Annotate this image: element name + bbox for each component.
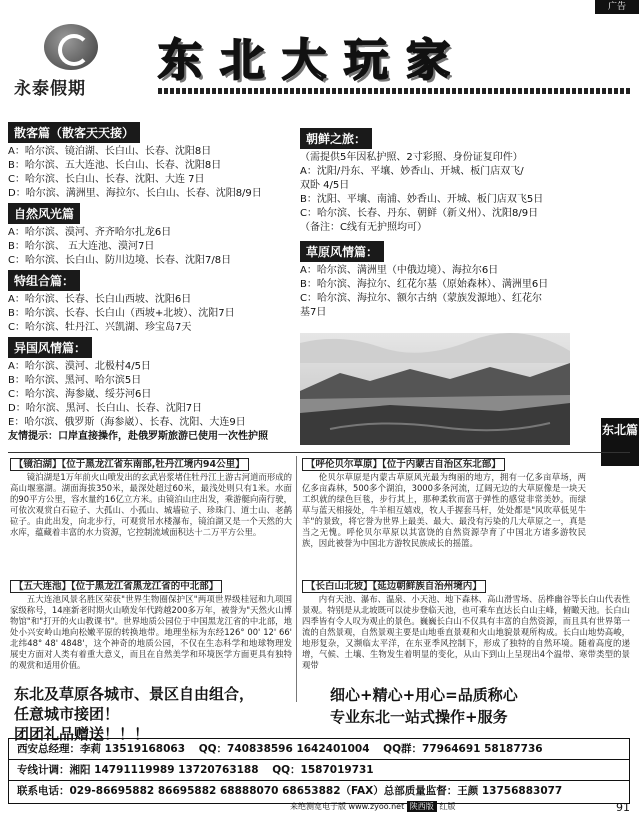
route-line: A：沈阳/丹东、平壤、妙香山、开城、板门店双飞/ bbox=[300, 166, 524, 177]
landscape-image bbox=[300, 333, 570, 445]
article-jingpohu bbox=[10, 458, 292, 538]
logo-text: 永泰假期 bbox=[14, 79, 86, 99]
route-line: D：哈尔滨、满洲里、海拉尔、长白山、长春、沈阳8/9日 bbox=[8, 188, 262, 199]
left-column bbox=[8, 120, 294, 444]
ad-tag: 广告 bbox=[595, 0, 639, 14]
title-char: 家 bbox=[406, 35, 468, 86]
section-korea bbox=[300, 126, 590, 235]
section-grassland bbox=[300, 239, 590, 320]
side-tab-dongbei: 东北篇 bbox=[601, 418, 639, 466]
contact-item: 专线计调：湘阳 14791119989 13720763188 bbox=[17, 764, 259, 776]
section-title: 散客篇（散客天天接） bbox=[8, 122, 140, 143]
route-line: C：哈尔滨、牡丹江、兴凯湖、珍宝岛7天 bbox=[8, 322, 192, 333]
edition-label: 红版 bbox=[439, 802, 456, 811]
edition-badge: 陕西版 bbox=[407, 801, 437, 812]
contact-item: QQ群：77964691 58187736 bbox=[383, 743, 543, 755]
promo-line: 细心+精心+用心=品质称心 bbox=[330, 686, 518, 704]
contact-item: 西安总经理：李莉 13519168063 bbox=[17, 743, 186, 755]
promo-line: 任意城市接团！ bbox=[14, 705, 120, 723]
tianchi-landscape-photo bbox=[300, 333, 570, 445]
article-title: 【呼伦贝尔草原】【位于内蒙古自治区东北部】 bbox=[302, 458, 505, 471]
section-title: 异国风情篇： bbox=[8, 337, 92, 358]
article-title: 【五大连池】【位于黑龙江省黑龙江省的中北部】 bbox=[10, 580, 222, 593]
article-title: 【长白山北坡】【延边朝鲜族自治州境内】 bbox=[302, 580, 486, 593]
route-line: （需提供5年因私护照、2寸彩照、身份证复印件） bbox=[300, 152, 523, 163]
route-line: C：哈尔滨、长春、丹东、朝鲜（新义州）、沈阳8/9日 bbox=[300, 208, 539, 219]
promo-slogans-left bbox=[14, 684, 314, 744]
route-line: A：哈尔滨、镜泊湖、长白山、长春、沈阳8日 bbox=[8, 146, 212, 157]
title-char: 大 bbox=[282, 35, 344, 86]
section-title: 特组合篇： bbox=[8, 270, 80, 291]
section-divider bbox=[8, 452, 630, 453]
friendly-tip: 友情提示：口岸直接操作，赴俄罗斯旅游已使用一次性护照 bbox=[8, 431, 268, 442]
contact-row-phone bbox=[9, 781, 629, 802]
route-line: B：哈尔滨、长春、长白山（西坡+北坡）、沈阳7日 bbox=[8, 308, 235, 319]
page-title bbox=[158, 24, 538, 84]
section-combo bbox=[8, 268, 294, 335]
contact-item: 联系电话：029-86695882 86695882 68888070 68653882（FAX）总部质量监督：王颜 13756883077 bbox=[17, 785, 563, 797]
title-char: 东 bbox=[158, 35, 220, 86]
footer-text: 来绝测宽电子版 www.zyoo.net bbox=[290, 802, 405, 811]
route-line: 双卧 4/5日 bbox=[300, 180, 350, 191]
route-line: B：哈尔滨、黑河、哈尔滨5日 bbox=[8, 375, 142, 386]
route-line: B：哈尔滨、 五大连池、漠河7日 bbox=[8, 241, 155, 252]
page-header bbox=[8, 18, 630, 100]
promo-line: 团团礼品赠送！！！ bbox=[14, 725, 150, 743]
title-char: 北 bbox=[220, 35, 282, 86]
page-footer bbox=[290, 801, 630, 814]
article-body: 五大连池风景名胜区荣获"世界生物圈保护区"两项世界级桂冠和九项国家级称号，14座新老时期火山喷发年代跨越200多万年，被誉为"天然火山博物馆"和"打开的火山教课书"。世界地质公园位于中国黑龙江省的中北部，地处小兴安岭山地向松嫩平原的转换地带。地理坐标为东经126° 00' 12' 66' 北纬48° 48' 4848'，这个神奇的地质公园，不仅在生态科学和地球物理发展史方面对人类有着重大意义，而且在自然美学和环境医学方面更具有独特的观赏和适用价值。 bbox=[10, 594, 292, 670]
route-line: E：哈尔滨、俄罗斯（海参崴）、长春、沈阳、大连9日 bbox=[8, 417, 246, 428]
route-line: A：哈尔滨、长春、长白山西坡、沈阳6日 bbox=[8, 294, 192, 305]
route-line: C：哈尔滨、长白山、防川边境、长春、沈阳7/8日 bbox=[8, 255, 232, 266]
page-number: 91 bbox=[616, 801, 630, 814]
contact-row-planner bbox=[9, 760, 629, 781]
article-changbaishan bbox=[302, 580, 630, 671]
contact-item: QQ：740838596 1642401004 bbox=[198, 743, 370, 755]
route-line: C：哈尔滨、海拉尔、额尔古纳（蒙族发源地）、红花尔 bbox=[300, 293, 542, 304]
article-title: 【镜泊湖】【位于黑龙江省东南部,牡丹江境内94公里】 bbox=[10, 458, 249, 471]
route-line: B：哈尔滨、海拉尔、红花尔基（原始森林）、满洲里6日 bbox=[300, 279, 549, 290]
section-title: 自然风光篇 bbox=[8, 203, 80, 224]
section-sanke bbox=[8, 120, 294, 201]
logo bbox=[8, 24, 138, 100]
article-body: 伦贝尔草原是内蒙古草原风光最为绚丽的地方，拥有一亿多亩草场，两亿多亩森林，500多个湖泊，3000多条河流，辽阔无边的大草原像是一块天工织就的绿色巨毯，步行其上，那种柔软而富于弹性的感觉非常美妙。而绿草与蓝天相接处，牛羊相互嬉戏，牧人手握套马杆，处处都是"风吹草低见牛羊"的景致，将它誉为世界上最美、最大、最没有污染的几大草原之一，真是当之无愧。呼伦贝尔草原以其富饶的自然资源孕育了中国北方诸多游牧民族，因此被誉为中国北方游牧民族成长的摇篮。 bbox=[302, 472, 586, 548]
route-line: B：哈尔滨、五大连池、长白山、长春、沈阳8日 bbox=[8, 160, 222, 171]
section-nature bbox=[8, 201, 294, 268]
route-line: 基7日 bbox=[300, 307, 327, 318]
column-divider bbox=[296, 456, 297, 702]
route-line: A：哈尔滨、满洲里（中俄边境）、海拉尔6日 bbox=[300, 265, 499, 276]
route-line: A：哈尔滨、漠河、北极村4/5日 bbox=[8, 361, 151, 372]
section-title: 朝鲜之旅： bbox=[300, 128, 372, 149]
article-wudalianchi bbox=[10, 580, 292, 671]
route-line: D：哈尔滨、黑河、长白山、长春、沈阳7日 bbox=[8, 403, 203, 414]
right-column bbox=[300, 126, 590, 320]
header-rule bbox=[158, 88, 630, 94]
section-title: 草原风情篇： bbox=[300, 241, 384, 262]
route-line: （备注：C线有无护照均可） bbox=[300, 222, 427, 233]
contact-box bbox=[8, 738, 630, 804]
article-body: 镜泊湖是1万年前火山喷发出的玄武岩浆堵住牡丹江上游古河道而形成的高山堰塞湖。湖面海拔350米，最深处超过60米，最浅处则只有1米。水面的90平方公里，容水量约16亿立方米。由镜泊山庄出发，乘游艇向南行驶，可依次观赏白石砬子、大孤山、小孤山、城墙砬子、珍珠门、道士山、老鹋砬子。由此出发，向北步行，可观赏吊水楼瀑布，镜泊湖又是一个天然的大水库，蕴藏着丰富的水力资源，它控制流域面积达十二万平方公里。 bbox=[10, 472, 292, 537]
title-char: 玩 bbox=[344, 35, 406, 86]
section-foreign bbox=[8, 335, 294, 430]
route-line: C：哈尔滨、长白山、长春、沈阳、大连 7日 bbox=[8, 174, 205, 185]
contact-item: QQ：1587019731 bbox=[272, 764, 374, 776]
article-body: 内有天池、瀑布、温泉、小天池、地下森林、高山滑雪场、岳桦幽谷等长白山代表性景观。特别是从北坡既可以徒步登临天池，也可乘车直达长白山主峰，俯瞰天池。长白山四季皆有令人叹为观止的景色。巍巍长白山不仅具有丰富的自然资源，而且具有世界第一流的自然景观，自然景观主要是山地垂直景观和火山地貌景观所构成。长白山地势高峻，地形复杂，又濒临太平洋，在东亚季风控制下，形成了独特的自然环境。随着高度的递增，气候、土壤、生物发生着明显的变化，从山下到山上呈现出4个温带、寒带类型的景观带 bbox=[302, 594, 630, 670]
route-line: B：沈阳、平壤、南浦、妙香山、开城、板门店双飞5日 bbox=[300, 194, 544, 205]
promo-slogans-right bbox=[330, 684, 620, 728]
route-line: A：哈尔滨、漠河、齐齐哈尔扎龙6日 bbox=[8, 227, 172, 238]
promo-line: 东北及草原各城市、景区自由组合， bbox=[14, 685, 255, 703]
promo-line: 专业东北一站式操作+服务 bbox=[330, 708, 508, 726]
article-hulunbeier bbox=[302, 458, 586, 549]
contact-row-manager bbox=[9, 739, 629, 760]
logo-icon bbox=[44, 24, 98, 70]
route-line: C：哈尔滨、海参崴、绥芬河6日 bbox=[8, 389, 152, 400]
